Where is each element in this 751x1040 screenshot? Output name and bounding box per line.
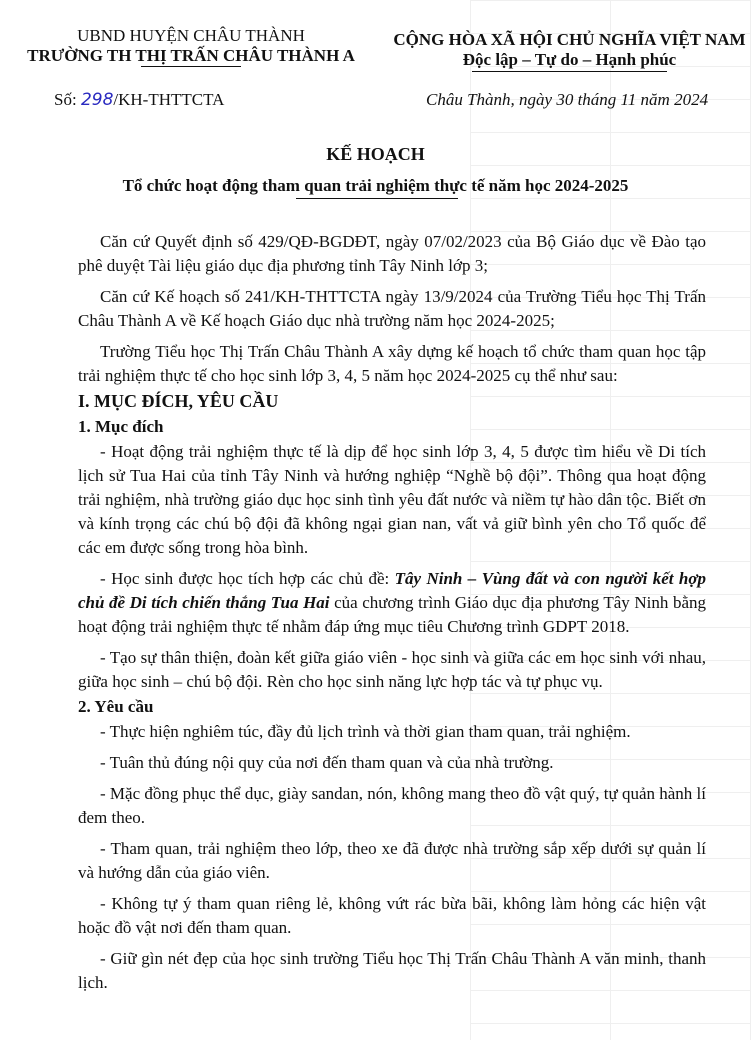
requirement-item: - Tuân thủ đúng nội quy của nơi đến tham quan và của nhà trường. — [100, 753, 554, 772]
issuer-block — [6, 26, 376, 67]
basis-paragraph-2: Căn cứ Kế hoạch số 241/KH-THTTCTA ngày 13/9/2024 của Trường Tiểu học Thị Trấn Châu Thành A về Kế hoạch Giáo dục nhà trường năm học 2024-2025; — [78, 287, 706, 330]
document-subtitle: Tổ chức hoạt động tham quan trải nghiệm thực tế năm học 2024-2025 — [122, 176, 629, 195]
requirement-item: - Thực hiện nghiêm túc, đầy đủ lịch trình và thời gian tham quan, trải nghiệm. — [100, 722, 631, 741]
national-name: CỘNG HÒA XÃ HỘI CHỦ NGHĨA VIỆT NAM — [393, 30, 746, 49]
requirement-item: - Giữ gìn nét đẹp của học sinh trường Tiểu học Thị Trấn Châu Thành A văn minh, thanh lịch. — [78, 949, 706, 992]
document-title: KẾ HOẠCH — [326, 144, 425, 164]
purpose-paragraph-1: - Hoạt động trải nghiệm thực tế là dịp để học sinh lớp 3, 4, 5 được tìm hiểu về Di tích lịch sử Tua Hai của tỉnh Tây Ninh và hướng nghiệp “Nghề bộ đội”. Thông qua hoạt động trải nghiệm, nhà trường giáo dục học sinh tình yêu đất nước và niềm tự hào dân tộc. Biết ơn và kính trọng các chú bộ đội đã không ngại gian nan, vất vả giữ bình yên cho Tổ quốc để các em được sống trong hòa bình. — [78, 442, 706, 557]
place-date: Châu Thành, ngày 30 tháng 11 năm 2024 — [426, 90, 709, 109]
doc-number-prefix: Số: — [54, 90, 77, 109]
subsection-heading-purpose: 1. Mục đích — [78, 417, 164, 436]
doc-number-suffix: /KH-THTTCTA — [113, 90, 225, 109]
issuer-school: TRƯỜNG TH THỊ TRẤN CHÂU THÀNH A — [27, 46, 355, 65]
purpose-paragraph-2 — [78, 567, 706, 639]
document-body — [78, 230, 706, 995]
document-header — [0, 4, 751, 69]
issuer-underline — [141, 66, 241, 67]
national-motto: Độc lập – Tự do – Hạnh phúc — [462, 50, 677, 69]
requirement-item: - Tham quan, trải nghiệm theo lớp, theo xe đã được nhà trường sắp xếp dưới sự quản lí và hướng dẫn của giáo viên. — [78, 839, 706, 882]
requirement-item: - Không tự ý tham quan riêng lẻ, không vứt rác bừa bãi, không làm hỏng các hiện vật hoặc đồ vật nơi đến tham quan. — [78, 894, 706, 937]
motto-underline — [472, 71, 667, 72]
purpose-p2-emphasis: Tây Ninh – Vùng đất và con người kết hợp chủ đề Di tích chiến thắng Tua Hai — [78, 569, 706, 612]
issuer-authority: UBND HUYỆN CHÂU THÀNH — [77, 26, 305, 45]
section-heading: I. MỤC ĐÍCH, YÊU CẦU — [78, 391, 279, 411]
intro-paragraph: Trường Tiểu học Thị Trấn Châu Thành A xây dựng kế hoạch tổ chức tham quan học tập trải nghiệm thực tế cho học sinh lớp 3, 4, 5 năm học 2024-2025 cụ thể như sau: — [78, 342, 706, 385]
purpose-paragraph-3: - Tạo sự thân thiện, đoàn kết giữa giáo viên - học sinh và giữa các em học sinh với nhau, giữa học sinh – chú bộ đội. Rèn cho học sinh năng lực hợp tác và tự phục vụ. — [78, 648, 706, 691]
requirement-item: - Mặc đồng phục thể dục, giày sandan, nón, không mang theo đồ vật quý, tự quản hành lí đem theo. — [78, 784, 706, 827]
basis-paragraph-1: Căn cứ Quyết định số 429/QĐ-BGDĐT, ngày 07/02/2023 của Bộ Giáo dục về Đào tạo phê duyệt Tài liệu giáo dục địa phương tỉnh Tây Ninh lớp 3; — [78, 232, 706, 275]
national-motto-block — [388, 30, 751, 72]
purpose-p2-lead: - Học sinh được học tích hợp các chủ đề: — [100, 569, 395, 588]
doc-number-handwritten: 298 — [80, 90, 114, 110]
subsection-heading-requirements: 2. Yêu cầu — [78, 697, 154, 716]
document-number — [54, 90, 224, 110]
purpose-p2-tail: của chương trình Giáo dục địa phương Tây Ninh bằng hoạt động trải nghiệm thực tế nhằm đáp ứng mục tiêu Chương trình GDPT 2018. — [78, 593, 706, 636]
subtitle-rule — [296, 198, 458, 199]
